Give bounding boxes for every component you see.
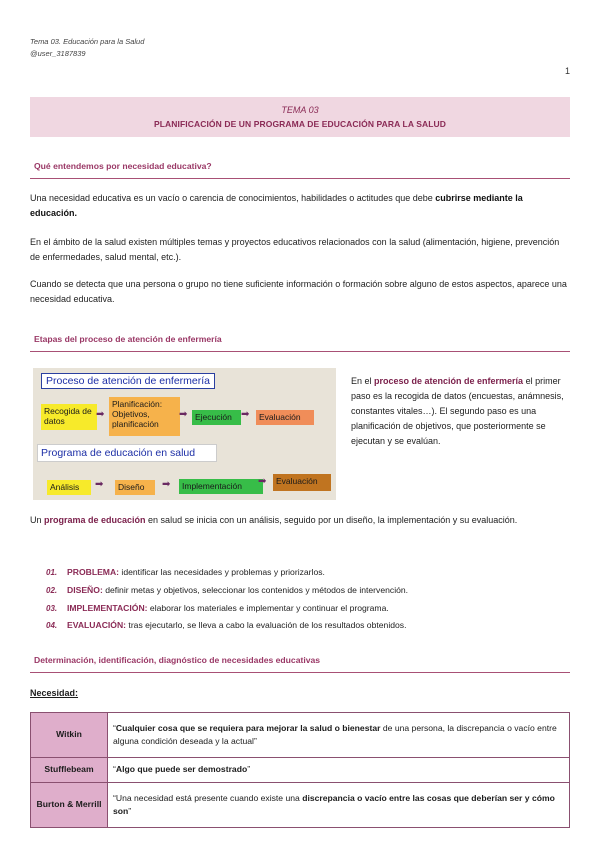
arrow-icon: ➡ <box>95 479 104 490</box>
table-row <box>31 713 570 758</box>
quote-bold: Cualquier cosa que se requiera para mejorar la salud o bienestar <box>115 722 381 733</box>
quote-bold: Algo que puede ser demostrado <box>115 764 248 775</box>
diagram-title-programa: Programa de educación en salud <box>37 444 217 462</box>
programa-text-c: en salud se inicia con un análisis, seguido por un diseño, la implementación y su evaluación. <box>145 515 518 525</box>
tema-label: TEMA 03 <box>281 105 319 115</box>
tema-banner <box>30 97 570 137</box>
page-number: 1 <box>564 66 570 76</box>
paragraph-ambito: En el ámbito de la salud existen múltiples temas y proyectos educativos relacionados con la salud (alimentación, higiene, prevención de enfermedades, salud mental, etc.). <box>30 237 560 262</box>
arrow-icon: ➡ <box>162 479 171 490</box>
step-recogida: Recogida de datos <box>41 404 97 430</box>
quote-open: “Una necesidad está presente cuando existe una <box>113 792 303 803</box>
list-item <box>46 582 566 600</box>
author-cell: Witkin <box>31 713 108 758</box>
process-diagram <box>33 368 336 500</box>
paragraph-programa <box>30 513 570 528</box>
necesidad-subtitle: Necesidad: <box>30 688 79 698</box>
definition-cell <box>108 758 570 783</box>
pstep-evaluacion: Evaluación <box>273 474 331 491</box>
step-evaluacion: Evaluación <box>256 410 314 425</box>
section-heading-etapas: Etapas del proceso de atención de enfermería <box>30 334 570 352</box>
paragraph-definition <box>30 191 570 221</box>
section-heading-determinacion: Determinación, identificación, diagnóstico de necesidades educativas <box>30 655 570 673</box>
table-row <box>31 758 570 783</box>
definitions-table <box>30 712 570 828</box>
list-text: elaborar los materiales e implementar y continuar el programa. <box>147 602 389 613</box>
list-text: identificar las necesidades y problemas y priorizarlos. <box>119 567 325 577</box>
quote-rest: ” <box>247 764 251 775</box>
quote-rest: de una persona, la discrepancia o vacío entre alguna condición deseada y la actual” <box>113 722 557 746</box>
list-item <box>46 564 566 582</box>
proceso-highlight: proceso de atención de enfermería <box>374 376 524 386</box>
list-key: IMPLEMENTACIÓN: <box>67 602 148 613</box>
list-number: 04. <box>46 621 58 631</box>
section-heading-necesidad: Qué entendemos por necesidad educativa? <box>30 161 570 179</box>
list-number: 01. <box>46 568 58 577</box>
header-subject: Tema 03. Educación para la Salud <box>30 37 145 46</box>
tema-title: PLANIFICACIÓN DE UN PROGRAMA DE EDUCACIÓN PARA LA SALUD <box>154 119 446 129</box>
diagram-title-proceso: Proceso de atención de enfermería <box>41 373 215 389</box>
author-cell: Stufflebeam <box>31 758 108 783</box>
pstep-analisis: Análisis <box>47 480 91 495</box>
arrow-icon: ➡ <box>96 409 105 420</box>
steps-list <box>46 564 566 635</box>
header-user: @user_3187839 <box>30 49 86 58</box>
step-planificacion: Planificación: Objetivos, planificación <box>109 397 180 436</box>
quote-open: “ <box>113 764 116 775</box>
pstep-implementacion: Implementación <box>179 479 263 494</box>
programa-text-a: Un <box>30 515 45 525</box>
proceso-text-a: En el <box>351 376 375 386</box>
arrow-icon: ➡ <box>258 476 267 487</box>
table-row <box>31 783 570 828</box>
author-cell: Burton & Merrill <box>31 783 108 828</box>
definition-bold: cubrirse mediante la educación. <box>30 193 523 218</box>
definition-cell <box>108 783 570 828</box>
list-item <box>46 600 566 618</box>
list-text: definir metas y objetivos, seleccionar los contenidos y métodos de intervención. <box>102 584 409 595</box>
list-number: 02. <box>46 585 58 595</box>
pstep-diseno: Diseño <box>115 480 155 495</box>
quote-rest: ” <box>128 806 132 816</box>
paragraph-proceso <box>351 374 569 449</box>
definition-text: Una necesidad educativa es un vacío o carencia de conocimientos, habilidades o actitudes que debe <box>30 193 436 203</box>
list-item <box>46 617 566 635</box>
list-key: DISEÑO: <box>67 584 103 595</box>
list-key: PROBLEMA: <box>67 567 120 577</box>
arrow-icon: ➡ <box>241 409 250 420</box>
programa-highlight: programa de educación <box>44 515 146 525</box>
step-ejecucion: Ejecución <box>192 410 241 425</box>
definition-cell <box>108 713 570 758</box>
quote-open: “ <box>113 722 116 733</box>
list-number: 03. <box>46 603 58 613</box>
paragraph-deteccion: Cuando se detecta que una persona o grupo no tiene suficiente información o formación sobre alguno de estos aspectos, aparece una necesidad educativa. <box>30 279 567 304</box>
arrow-icon: ➡ <box>179 409 188 420</box>
list-key: EVALUACIÓN: <box>67 620 127 631</box>
quote-bold: discrepancia o vacío entre las cosas que deberían ser y cómo son <box>113 792 555 816</box>
proceso-text-c: el primer paso es la recogida de datos (encuestas, anámnesis, constantes vitales…). El segundo paso es una planificación de objetivos, que posteriormente se ejecutan y se evalúan. <box>351 376 564 446</box>
document-header <box>30 36 144 60</box>
list-text: tras ejecutarlo, se lleva a cabo la evaluación de los resultados obtenidos. <box>126 620 407 631</box>
